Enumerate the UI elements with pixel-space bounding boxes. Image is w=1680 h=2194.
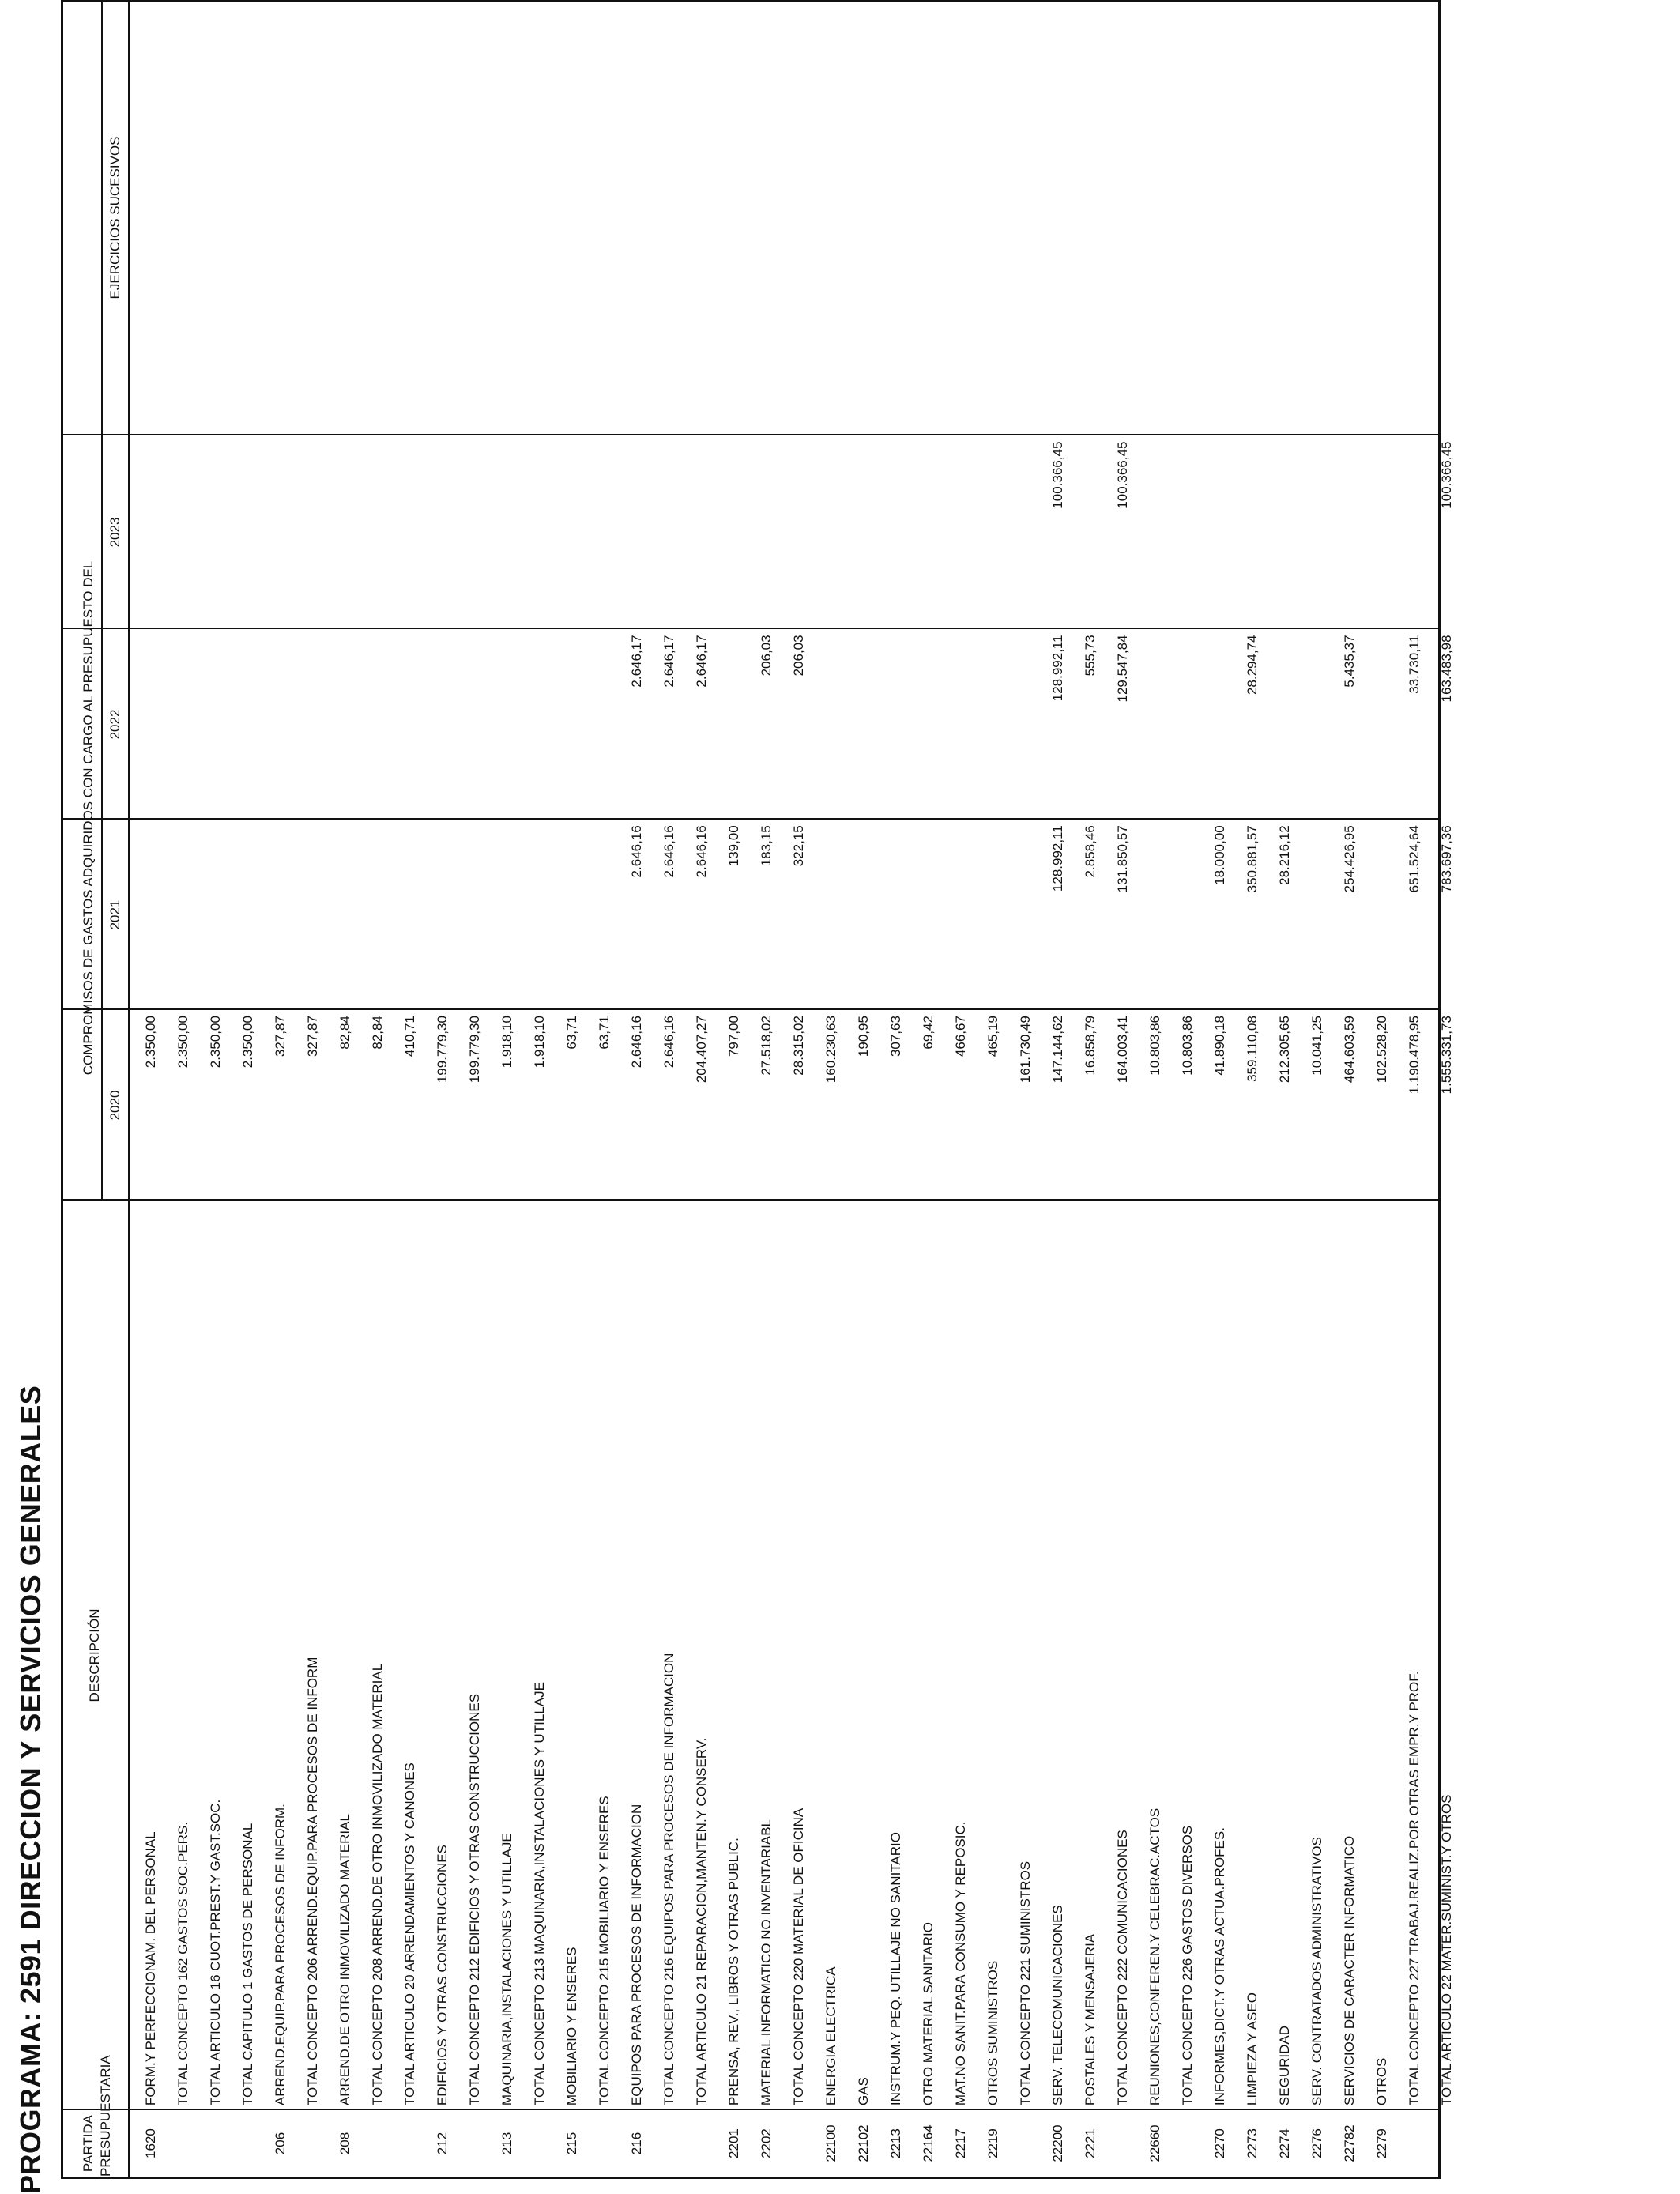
amount-2020-cell: 410,71 bbox=[402, 1016, 417, 1057]
description-cell: SEGURIDAD bbox=[1277, 2025, 1292, 2106]
description-cell: OTROS SUMINISTROS bbox=[985, 1960, 1000, 2106]
amount-2020-cell: 1.918,10 bbox=[499, 1016, 514, 1069]
amount-2021-cell: 131.850,57 bbox=[1115, 825, 1130, 893]
amount-2021-cell: 783.697,36 bbox=[1439, 825, 1454, 893]
description-cell: MOBILIARIO Y ENSERES bbox=[564, 1947, 579, 2106]
description-cell: TOTAL CONCEPTO 212 EDIFICIOS Y OTRAS CONSTRUCCIONES bbox=[467, 1693, 482, 2106]
description-cell: SERV. TELECOMUNICACIONES bbox=[1050, 1905, 1065, 2106]
partida-cell: 1620 bbox=[143, 2128, 158, 2158]
partida-cell: 2274 bbox=[1277, 2128, 1292, 2158]
table-row bbox=[1102, 2, 1134, 2177]
amount-2022-cell: 2.646,17 bbox=[661, 635, 676, 688]
table-row bbox=[356, 2, 389, 2177]
table-row bbox=[1037, 2, 1069, 2177]
amount-2020-cell: 63,71 bbox=[597, 1016, 612, 1050]
amount-2020-cell: 327,87 bbox=[273, 1016, 288, 1057]
description-cell: TOTAL CONCEPTO 208 ARREND.DE OTRO INMOVILIZADO MATERIAL bbox=[370, 1663, 385, 2106]
amount-2020-cell: 2.350,00 bbox=[175, 1016, 190, 1069]
amount-2021-cell: 322,15 bbox=[791, 825, 806, 867]
description-cell: LIMPIEZA Y ASEO bbox=[1245, 1992, 1260, 2106]
partida-cell: 22100 bbox=[823, 2124, 838, 2162]
description-cell: PRENSA, REV., LIBROS Y OTRAS PUBLIC. bbox=[726, 1838, 741, 2106]
partida-cell: 212 bbox=[435, 2132, 450, 2155]
description-cell: TOTAL CAPITULO 1 GASTOS DE PERSONAL bbox=[240, 1823, 255, 2106]
partida-cell: 2202 bbox=[759, 2128, 774, 2158]
partida-cell: 2221 bbox=[1083, 2128, 1098, 2158]
partida-cell: 22782 bbox=[1342, 2124, 1357, 2162]
table-row bbox=[778, 2, 810, 2177]
description-cell: FORM.Y PERFECCIONAM. DEL PERSONAL bbox=[143, 1831, 158, 2106]
table-row bbox=[713, 2, 745, 2177]
partida-cell: 22102 bbox=[856, 2124, 871, 2162]
description-cell: TOTAL ARTICULO 16 CUOT.PREST.Y GAST.SOC. bbox=[208, 1799, 223, 2106]
amount-2020-cell: 2.350,00 bbox=[143, 1016, 158, 1069]
amount-2020-cell: 466,67 bbox=[953, 1016, 968, 1057]
partida-cell: 2270 bbox=[1212, 2128, 1227, 2158]
amount-2021-cell: 28.216,12 bbox=[1277, 825, 1292, 885]
amount-2020-cell: 147.144,62 bbox=[1050, 1016, 1065, 1084]
amount-2021-cell: 128.992,11 bbox=[1050, 825, 1065, 892]
amount-2020-cell: 2.350,00 bbox=[208, 1016, 223, 1069]
amount-2020-cell: 190,95 bbox=[856, 1016, 871, 1057]
description-cell: REUNIONES,CONFEREN.Y CELEBRAC.ACTOS bbox=[1147, 1808, 1162, 2106]
amount-2021-cell: 651.524,64 bbox=[1407, 825, 1422, 893]
amount-2021-cell: 2.646,16 bbox=[629, 825, 644, 878]
partida-cell: 213 bbox=[499, 2132, 514, 2155]
table-row bbox=[454, 2, 486, 2177]
amount-2022-cell: 206,03 bbox=[791, 635, 806, 677]
amount-2020-cell: 307,63 bbox=[888, 1016, 903, 1057]
header-descripcion: DESCRIPCIÓN bbox=[87, 1608, 102, 1702]
amount-2021-cell: 139,00 bbox=[726, 825, 741, 867]
table-row bbox=[680, 2, 713, 2177]
amount-2022-cell: 555,73 bbox=[1083, 635, 1098, 677]
amount-2020-cell: 82,84 bbox=[337, 1016, 352, 1050]
table-row bbox=[162, 2, 194, 2177]
header-partida: PARTIDA bbox=[81, 2114, 96, 2173]
description-cell: EDIFICIOS Y OTRAS CONSTRUCCIONES bbox=[435, 1845, 450, 2106]
amount-2022-cell: 206,03 bbox=[759, 635, 774, 677]
table-row bbox=[1004, 2, 1037, 2177]
table-row bbox=[194, 2, 227, 2177]
table-row bbox=[227, 2, 259, 2177]
description-cell: TOTAL CONCEPTO 162 GASTOS SOC.PERS. bbox=[175, 1822, 190, 2106]
description-cell: GAS bbox=[856, 2077, 871, 2106]
partida-cell: 22164 bbox=[921, 2124, 936, 2162]
description-cell: POSTALES Y MENSAJERIA bbox=[1083, 1933, 1098, 2106]
description-cell: ARREND.DE OTRO INMOVILIZADO MATERIAL bbox=[337, 1814, 352, 2106]
header-2022: 2022 bbox=[107, 709, 122, 740]
description-cell: INFORMES,DICT.Y OTRAS ACTUA.PROFES. bbox=[1212, 1827, 1227, 2106]
table-row bbox=[518, 2, 551, 2177]
table-row bbox=[551, 2, 583, 2177]
amount-2020-cell: 2.350,00 bbox=[240, 1016, 255, 1069]
partida-cell: 2276 bbox=[1309, 2128, 1324, 2158]
amount-2021-cell: 183,15 bbox=[759, 825, 774, 867]
table-row bbox=[292, 2, 324, 2177]
partida-cell: 22660 bbox=[1147, 2124, 1162, 2162]
table-row bbox=[130, 2, 162, 2177]
description-cell: TOTAL CONCEPTO 222 COMUNICACIONES bbox=[1115, 1830, 1130, 2106]
partida-cell: 22200 bbox=[1050, 2124, 1065, 2162]
partida-cell: 2213 bbox=[888, 2128, 903, 2158]
amount-2020-cell: 161.730,49 bbox=[1018, 1016, 1033, 1084]
amount-2020-cell: 41.890,18 bbox=[1212, 1016, 1227, 1076]
page-title: PROGRAMA: 2591 DIRECCION Y SERVICIOS GENERALES bbox=[14, 1385, 47, 2194]
amount-2021-cell: 18.000,00 bbox=[1212, 825, 1227, 885]
description-cell: INSTRUM.Y PEQ. UTILLAJE NO SANITARIO bbox=[888, 1832, 903, 2106]
table-row bbox=[648, 2, 680, 2177]
amount-2022-cell: 129.547,84 bbox=[1115, 635, 1130, 703]
description-cell: TOTAL ARTICULO 22 MATER.SUMINIST.Y OTROS bbox=[1439, 1794, 1454, 2106]
amount-2020-cell: 160.230,63 bbox=[823, 1016, 838, 1084]
amount-2020-cell: 63,71 bbox=[564, 1016, 579, 1050]
amount-2021-cell: 254.426,95 bbox=[1342, 825, 1357, 893]
amount-2020-cell: 2.646,16 bbox=[629, 1016, 644, 1069]
header-2021: 2021 bbox=[107, 899, 122, 930]
table-row bbox=[1134, 2, 1166, 2177]
partida-cell: 216 bbox=[629, 2132, 644, 2155]
amount-2020-cell: 82,84 bbox=[370, 1016, 385, 1050]
amount-2020-cell: 69,42 bbox=[921, 1016, 936, 1050]
table-row bbox=[875, 2, 907, 2177]
amount-2020-cell: 464.603,59 bbox=[1342, 1016, 1357, 1084]
description-cell: TOTAL CONCEPTO 220 MATERIAL DE OFICINA bbox=[791, 1808, 806, 2106]
amount-2020-cell: 10.803,86 bbox=[1180, 1016, 1195, 1076]
amount-2020-cell: 10.803,86 bbox=[1147, 1016, 1162, 1076]
partida-cell: 2219 bbox=[985, 2128, 1000, 2158]
table-row bbox=[972, 2, 1004, 2177]
amount-2023-cell: 100.366,45 bbox=[1050, 441, 1065, 509]
description-cell: TOTAL CONCEPTO 226 GASTOS DIVERSOS bbox=[1180, 1825, 1195, 2106]
ejercicios-sucesivos-cell bbox=[1455, 2, 1458, 437]
header-2023: 2023 bbox=[107, 517, 122, 548]
amount-2020-cell: 199.779,30 bbox=[435, 1016, 450, 1084]
amount-2022-cell: 2.646,17 bbox=[629, 635, 644, 688]
partida-cell: 2273 bbox=[1245, 2128, 1260, 2158]
description-cell: OTRO MATERIAL SANITARIO bbox=[921, 1922, 936, 2106]
table-row bbox=[1231, 2, 1264, 2177]
partida-cell: 215 bbox=[564, 2132, 579, 2155]
amount-2020-cell: 164.003,41 bbox=[1115, 1016, 1130, 1084]
description-cell: TOTAL CONCEPTO 227 TRABAJ.REALIZ.POR OTRAS EMPR.Y PROF. bbox=[1407, 1671, 1422, 2106]
amount-2020-cell: 27.518,02 bbox=[759, 1016, 774, 1076]
amount-2020-cell: 102.528,20 bbox=[1374, 1016, 1389, 1084]
partida-cell: 2279 bbox=[1374, 2128, 1389, 2158]
amount-2020-cell: 1.918,10 bbox=[532, 1016, 547, 1069]
description-cell: OTROS bbox=[1374, 2057, 1389, 2106]
table-row bbox=[745, 2, 778, 2177]
description-cell: SERV. CONTRATADOS ADMINISTRATIVOS bbox=[1309, 1837, 1324, 2106]
table-row bbox=[1296, 2, 1328, 2177]
description-cell: TOTAL CONCEPTO 206 ARREND.EQUIP.PARA PROCESOS DE INFORM bbox=[305, 1657, 320, 2106]
description-cell: MAT.NO SANIT.PARA CONSUMO Y REPOSIC. bbox=[953, 1821, 968, 2106]
amount-2021-cell: 2.646,16 bbox=[661, 825, 676, 878]
partida-cell bbox=[1455, 2110, 1458, 2177]
table-row bbox=[421, 2, 454, 2177]
amount-2020-cell: 327,87 bbox=[305, 1016, 320, 1057]
table-row bbox=[940, 2, 972, 2177]
amount-2022-cell: 2.646,17 bbox=[694, 635, 709, 688]
amount-2020-cell: 797,00 bbox=[726, 1016, 741, 1057]
table-row bbox=[583, 2, 616, 2177]
amount-2020-cell: 359.110,08 bbox=[1245, 1016, 1260, 1082]
amount-2021-cell: 350.881,57 bbox=[1245, 825, 1260, 893]
description-cell: MATERIAL INFORMATICO NO INVENTARIABL bbox=[759, 1819, 774, 2106]
partida-cell: 206 bbox=[273, 2132, 288, 2155]
header-2020: 2020 bbox=[107, 1090, 122, 1121]
description-cell: MAQUINARIA,INSTALACIONES Y UTILLAJE bbox=[499, 1833, 514, 2106]
description-cell: EQUIPOS PARA PROCESOS DE INFORMACION bbox=[629, 1804, 644, 2106]
description-cell: TOTAL ARTICULO 20 ARRENDAMIENTOS Y CANONES bbox=[402, 1762, 417, 2106]
partida-cell: 2217 bbox=[953, 2128, 968, 2158]
group-header-divider bbox=[101, 2, 103, 1201]
description-cell: TOTAL CONCEPTO 213 MAQUINARIA,INSTALACIONES Y UTILLAJE bbox=[532, 1682, 547, 2106]
header-compromisos: COMPROMISOS DE GASTOS ADQUIRIDOS CON CARGO AL PRESUPUESTO DEL bbox=[81, 560, 96, 1076]
table-row bbox=[259, 2, 292, 2177]
partida-cell: 2201 bbox=[726, 2128, 741, 2158]
table-row bbox=[1069, 2, 1102, 2177]
table-row bbox=[1361, 2, 1393, 2177]
table-row bbox=[616, 2, 648, 2177]
amount-2020-cell: 16.858,79 bbox=[1083, 1016, 1098, 1076]
table-row bbox=[1264, 2, 1296, 2177]
description-cell: ENERGIA ELECTRICA bbox=[823, 1966, 838, 2106]
table-row bbox=[1393, 2, 1426, 2177]
header-ejercicios-sucesivos: EJERCICIOS SUCESIVOS bbox=[107, 136, 122, 300]
description-cell: SERVICIOS DE CARACTER INFORMATICO bbox=[1342, 1835, 1357, 2106]
table-row bbox=[324, 2, 356, 2177]
amount-2020-cell: 199.779,30 bbox=[467, 1016, 482, 1084]
description-cell: TOTAL ARTICULO 21 REPARACION,MANTEN.Y CONSERV. bbox=[694, 1737, 709, 2106]
amount-2021-cell: 2.858,46 bbox=[1083, 825, 1098, 878]
amount-2023-cell: 100.366,45 bbox=[1439, 441, 1454, 509]
amount-2022-cell: 128.992,11 bbox=[1050, 635, 1065, 702]
amount-2020-cell: 2.646,16 bbox=[661, 1016, 676, 1069]
amount-2022-cell: 28.294,74 bbox=[1245, 635, 1260, 696]
table-row bbox=[810, 2, 842, 2177]
amount-2021-cell: 2.646,16 bbox=[694, 825, 709, 878]
amount-2022-cell: 33.730,11 bbox=[1407, 635, 1422, 694]
amount-2020-cell: 212.305,65 bbox=[1277, 1016, 1292, 1084]
header-presupuestaria: PRESUPUESTARIA bbox=[98, 2055, 113, 2177]
description-cell: TOTAL CONCEPTO 215 MOBILIARIO Y ENSERES bbox=[597, 1796, 612, 2106]
description-cell: TOTAL CONCEPTO 221 SUMINISTROS bbox=[1018, 1860, 1033, 2106]
amount-2020-cell: 1.190.478,95 bbox=[1407, 1016, 1422, 1095]
table-row bbox=[907, 2, 940, 2177]
table-row bbox=[1426, 2, 1458, 2177]
description-cell: TOTAL CONCEPTO 216 EQUIPOS PARA PROCESOS DE INFORMACION bbox=[661, 1653, 676, 2106]
partida-cell: 208 bbox=[337, 2132, 352, 2155]
amount-2020-cell: 1.555.331,73 bbox=[1439, 1016, 1454, 1095]
table-row bbox=[389, 2, 421, 2177]
amount-2020-cell: 10.041,25 bbox=[1309, 1016, 1324, 1076]
amount-2022-cell: 163.483,98 bbox=[1439, 635, 1454, 703]
amount-2020-cell: 28.315,02 bbox=[791, 1016, 806, 1076]
table-row bbox=[486, 2, 518, 2177]
table-row bbox=[842, 2, 875, 2177]
description-cell: ARREND.EQUIP.PARA PROCESOS DE INFORM. bbox=[273, 1804, 288, 2106]
amount-2022-cell: 5.435,37 bbox=[1342, 635, 1357, 688]
budget-table bbox=[61, 0, 1454, 2179]
amount-2023-cell: 100.366,45 bbox=[1115, 441, 1130, 509]
table-row bbox=[1199, 2, 1231, 2177]
table-row bbox=[1166, 2, 1199, 2177]
amount-2020-cell: 465,19 bbox=[985, 1016, 1000, 1057]
amount-2020-cell: 204.407,27 bbox=[694, 1016, 709, 1084]
table-row bbox=[1328, 2, 1361, 2177]
